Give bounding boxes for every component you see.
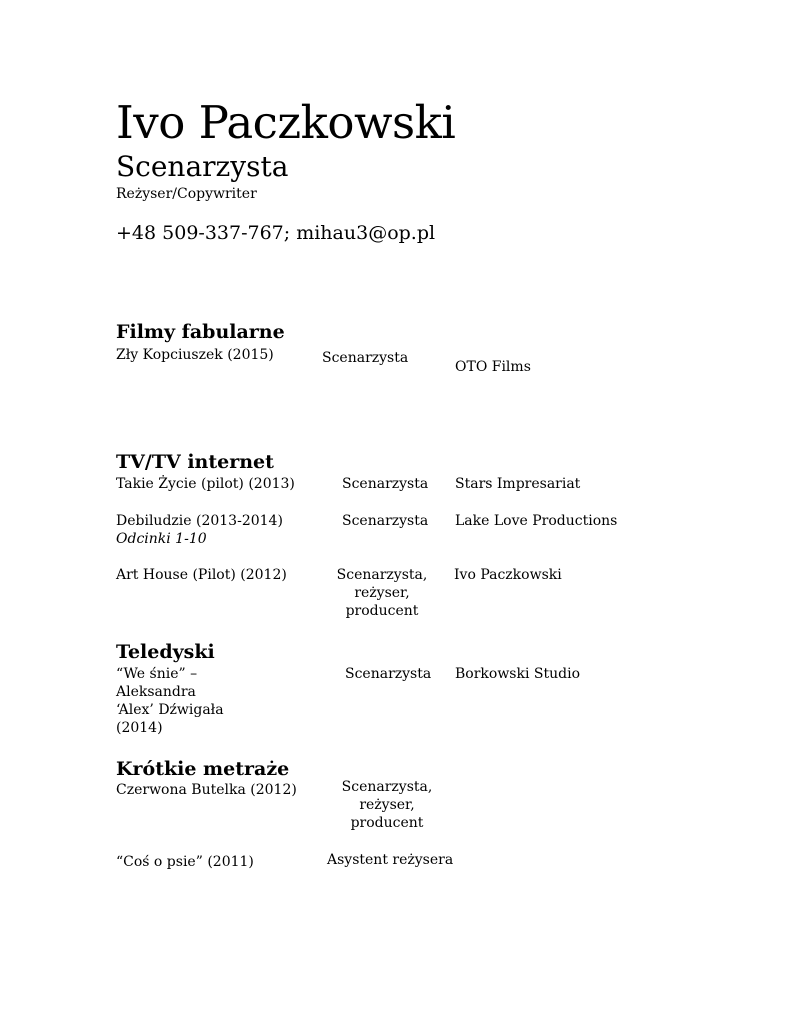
work-role-line: producent — [345, 603, 419, 619]
work-title: Czerwona Butelka (2012) — [116, 782, 297, 798]
work-company: Stars Impresariat — [455, 476, 581, 492]
work-note: Odcinki 1-10 — [116, 531, 207, 547]
resume-subtitle: Reżyser/Copywriter — [116, 186, 257, 202]
work-role — [337, 778, 437, 832]
work-role-line: reżyser, — [359, 797, 415, 813]
work-role: Asystent reżysera — [327, 852, 454, 868]
work-company: Borkowski Studio — [455, 666, 581, 682]
work-title: Zły Kopciuszek (2015) — [116, 347, 274, 363]
section-title-short-films: Krótkie metraże — [116, 758, 290, 780]
work-title-line: ‘Alex’ Dźwigała — [116, 702, 224, 718]
resume-title: Scenarzysta — [116, 150, 289, 183]
work-role: Scenarzysta — [342, 513, 429, 529]
work-role-line: producent — [350, 815, 424, 831]
section-title-feature-films: Filmy fabularne — [116, 321, 285, 343]
section-title-tv-internet: TV/TV internet — [116, 451, 274, 473]
work-title-line: “We śnie” – — [116, 666, 198, 682]
section-title-music-videos: Teledyski — [116, 641, 215, 663]
resume-name: Ivo Paczkowski — [116, 96, 456, 149]
work-company: OTO Films — [455, 359, 531, 375]
work-company: Ivo Paczkowski — [454, 567, 562, 583]
work-company: Lake Love Productions — [455, 513, 618, 529]
work-title — [116, 665, 224, 737]
work-title: Art House (Pilot) (2012) — [116, 567, 287, 583]
work-role-line: Scenarzysta, — [336, 567, 428, 583]
work-role — [332, 566, 432, 620]
work-role-line: reżyser, — [354, 585, 410, 601]
work-role: Scenarzysta — [322, 350, 409, 366]
work-title: Debiludzie (2013-2014) — [116, 513, 283, 529]
work-title-line: Aleksandra — [116, 684, 196, 700]
work-title-line: (2014) — [116, 720, 163, 736]
work-title: “Coś o psie” (2011) — [116, 854, 254, 870]
work-role-line: Scenarzysta, — [341, 779, 433, 795]
work-title: Takie Życie (pilot) (2013) — [116, 476, 295, 492]
work-role: Scenarzysta — [345, 666, 432, 682]
contact-info: +48 509-337-767; mihau3@op.pl — [116, 222, 436, 244]
work-role: Scenarzysta — [342, 476, 429, 492]
